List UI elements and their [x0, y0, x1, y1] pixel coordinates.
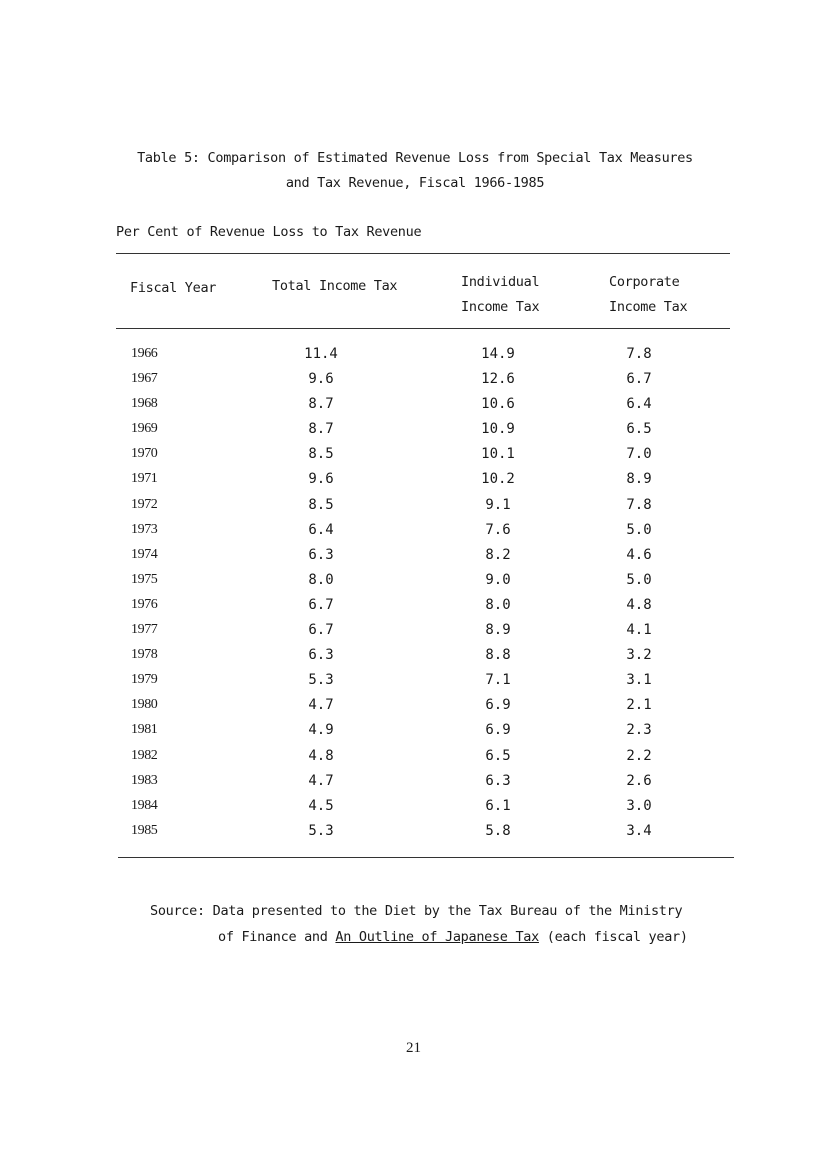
header-corporate-income-tax — [609, 270, 687, 320]
cell-corporate-income-tax: 4.8 — [626, 596, 652, 613]
cell-fiscal-year: 1967 — [131, 371, 158, 387]
table-row — [0, 421, 827, 446]
cell-fiscal-year: 1972 — [131, 496, 158, 512]
cell-total-income-tax: 9.6 — [308, 371, 334, 388]
cell-individual-income-tax: 9.1 — [485, 496, 511, 513]
table-row — [0, 597, 827, 622]
cell-individual-income-tax: 10.9 — [481, 421, 515, 438]
cell-total-income-tax: 8.7 — [308, 421, 334, 438]
table-row — [0, 697, 827, 722]
cell-total-income-tax: 5.3 — [308, 822, 334, 839]
table-title-line-2: and Tax Revenue, Fiscal 1966-1985 — [285, 175, 545, 191]
source-publication-title: An Outline of Japanese Tax — [335, 929, 539, 945]
cell-individual-income-tax: 8.0 — [485, 596, 511, 613]
cell-individual-income-tax: 7.1 — [485, 672, 511, 689]
cell-corporate-income-tax: 2.1 — [626, 697, 652, 714]
cell-corporate-income-tax: 3.0 — [626, 797, 652, 814]
page-number: 21 — [406, 1040, 421, 1056]
cell-individual-income-tax: 6.3 — [485, 772, 511, 789]
cell-corporate-income-tax: 8.9 — [626, 471, 652, 488]
table-row — [0, 748, 827, 773]
cell-total-income-tax: 6.7 — [308, 622, 334, 639]
cell-fiscal-year: 1975 — [131, 571, 158, 587]
cell-fiscal-year: 1984 — [131, 797, 158, 813]
cell-total-income-tax: 5.3 — [308, 672, 334, 689]
cell-individual-income-tax: 8.8 — [485, 647, 511, 664]
cell-total-income-tax: 6.3 — [308, 546, 334, 563]
source-label: Source: — [150, 903, 205, 919]
table-title-line-1: Table 5: Comparison of Estimated Revenue Loss from Special Tax Measures — [137, 150, 693, 166]
cell-individual-income-tax: 10.2 — [481, 471, 515, 488]
cell-corporate-income-tax: 4.6 — [626, 546, 652, 563]
table-subtitle: Per Cent of Revenue Loss to Tax Revenue — [116, 224, 422, 240]
cell-corporate-income-tax: 2.2 — [626, 747, 652, 764]
table-bottom-rule — [118, 857, 734, 858]
cell-fiscal-year: 1970 — [131, 446, 158, 462]
table-row — [0, 773, 827, 798]
table-row — [0, 471, 827, 496]
cell-total-income-tax: 6.7 — [308, 596, 334, 613]
table-row — [0, 722, 827, 747]
cell-corporate-income-tax: 7.8 — [626, 496, 652, 513]
cell-total-income-tax: 4.8 — [308, 747, 334, 764]
cell-corporate-income-tax: 3.4 — [626, 822, 652, 839]
table-row — [0, 497, 827, 522]
cell-individual-income-tax: 12.6 — [481, 371, 515, 388]
cell-corporate-income-tax: 3.1 — [626, 672, 652, 689]
cell-corporate-income-tax: 7.8 — [626, 346, 652, 362]
cell-individual-income-tax: 5.8 — [485, 822, 511, 839]
table-row — [0, 371, 827, 396]
cell-fiscal-year: 1971 — [131, 471, 158, 487]
cell-total-income-tax: 4.7 — [308, 697, 334, 714]
cell-fiscal-year: 1976 — [131, 596, 158, 612]
cell-fiscal-year: 1974 — [131, 546, 158, 562]
table-row — [0, 572, 827, 597]
cell-fiscal-year: 1982 — [131, 747, 158, 763]
cell-corporate-income-tax: 2.6 — [626, 772, 652, 789]
table-row — [0, 522, 827, 547]
header-individual-line-1: Individual — [461, 274, 540, 290]
cell-corporate-income-tax: 6.4 — [626, 396, 652, 413]
table-row — [0, 647, 827, 672]
cell-corporate-income-tax: 6.5 — [626, 421, 652, 438]
table-title — [100, 146, 730, 196]
table-body — [0, 346, 827, 848]
cell-fiscal-year: 1978 — [131, 647, 158, 663]
cell-total-income-tax: 9.6 — [308, 471, 334, 488]
cell-total-income-tax: 8.5 — [308, 496, 334, 513]
cell-total-income-tax: 4.5 — [308, 797, 334, 814]
cell-fiscal-year: 1980 — [131, 697, 158, 713]
cell-corporate-income-tax: 5.0 — [626, 521, 652, 538]
cell-fiscal-year: 1966 — [131, 346, 158, 361]
table-top-rule — [116, 253, 730, 254]
cell-fiscal-year: 1983 — [131, 772, 158, 788]
table-row — [0, 672, 827, 697]
cell-individual-income-tax: 10.6 — [481, 396, 515, 413]
header-fiscal-year: Fiscal Year — [130, 280, 217, 296]
cell-corporate-income-tax: 6.7 — [626, 371, 652, 388]
cell-total-income-tax: 6.3 — [308, 647, 334, 664]
cell-total-income-tax: 8.7 — [308, 396, 334, 413]
table-row — [0, 823, 827, 848]
table-row — [0, 622, 827, 647]
cell-corporate-income-tax: 2.3 — [626, 722, 652, 739]
cell-corporate-income-tax: 5.0 — [626, 571, 652, 588]
cell-total-income-tax: 4.9 — [308, 722, 334, 739]
table-row — [0, 396, 827, 421]
table-row — [0, 798, 827, 823]
cell-individual-income-tax: 6.9 — [485, 722, 511, 739]
table-row — [0, 547, 827, 572]
header-corporate-line-1: Corporate — [609, 274, 680, 290]
cell-individual-income-tax: 9.0 — [485, 571, 511, 588]
cell-fiscal-year: 1985 — [131, 822, 158, 838]
cell-fiscal-year: 1977 — [131, 622, 158, 638]
cell-individual-income-tax: 6.5 — [485, 747, 511, 764]
cell-total-income-tax: 4.7 — [308, 772, 334, 789]
cell-fiscal-year: 1969 — [131, 421, 158, 437]
cell-total-income-tax: 6.4 — [308, 521, 334, 538]
cell-total-income-tax: 8.5 — [308, 446, 334, 463]
table-row — [0, 346, 827, 371]
table-header-rule — [116, 328, 730, 329]
cell-individual-income-tax: 14.9 — [481, 346, 515, 362]
cell-fiscal-year: 1979 — [131, 672, 158, 688]
cell-total-income-tax: 11.4 — [304, 346, 338, 362]
cell-corporate-income-tax: 7.0 — [626, 446, 652, 463]
cell-individual-income-tax: 10.1 — [481, 446, 515, 463]
cell-fiscal-year: 1968 — [131, 396, 158, 412]
cell-individual-income-tax: 8.2 — [485, 546, 511, 563]
source-line-1: Data presented to the Diet by the Tax Bureau of the Ministry — [212, 903, 683, 919]
cell-corporate-income-tax: 4.1 — [626, 622, 652, 639]
header-individual-income-tax — [461, 270, 539, 320]
cell-total-income-tax: 8.0 — [308, 571, 334, 588]
source-line-2-suffix: (each fiscal year) — [538, 929, 688, 945]
cell-corporate-income-tax: 3.2 — [626, 647, 652, 664]
cell-individual-income-tax: 6.1 — [485, 797, 511, 814]
cell-individual-income-tax: 7.6 — [485, 521, 511, 538]
header-total-income-tax: Total Income Tax — [272, 278, 398, 294]
cell-individual-income-tax: 8.9 — [485, 622, 511, 639]
cell-fiscal-year: 1981 — [131, 722, 158, 738]
source-line-2-prefix: of Finance and — [218, 929, 336, 945]
header-individual-line-2: Income Tax — [461, 299, 540, 315]
cell-individual-income-tax: 6.9 — [485, 697, 511, 714]
source-note — [150, 898, 688, 950]
header-corporate-line-2: Income Tax — [609, 299, 688, 315]
table-row — [0, 446, 827, 471]
cell-fiscal-year: 1973 — [131, 521, 158, 537]
